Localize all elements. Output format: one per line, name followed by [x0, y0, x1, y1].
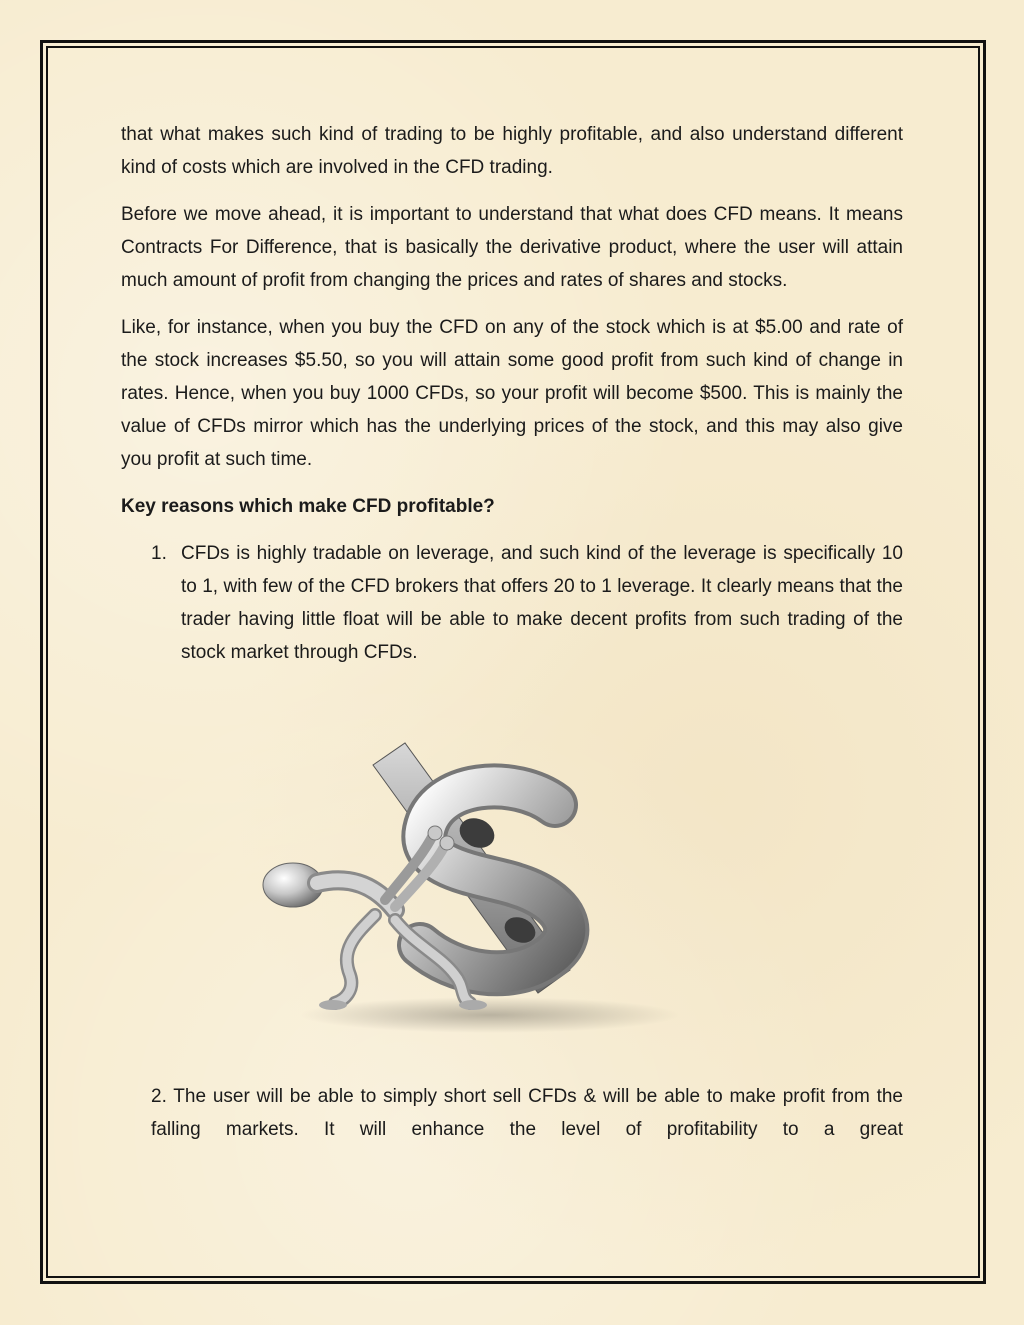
section-heading: Key reasons which make CFD profitable?	[121, 496, 495, 517]
paragraph-example: Like, for instance, when you buy the CFD on any of the stock which is at $5.00 and rate of the stock increases $5.50, so you will attain some good profit from such kind of change in rates. Hence, when you buy 1000 CFDs, so your profit will become $500. This is mainly the value of CFDs mirror which has the underlying prices of the stock, and this may also give you profit at such time.	[121, 317, 903, 470]
paragraph-intro: that what makes such kind of trading to be highly profitable, and also understand different kind of costs which are involved in the CFD trading.	[121, 124, 903, 178]
list-item	[121, 537, 903, 669]
figure-pushing-dollar-sign-icon	[255, 735, 725, 1035]
document-body	[121, 118, 903, 669]
list-number: 1.	[151, 543, 167, 564]
paragraph-definition: Before we move ahead, it is important to understand that what does CFD means. It means Contracts For Difference, that is basically the derivative product, where the user will attain much amount of profit from changing the prices and rates of shares and stocks.	[121, 204, 903, 291]
list-item-2: 2. The user will be able to simply short sell CFDs & will be able to make profit from the falling markets. It will enhance the level of profitability to a great	[151, 1086, 903, 1140]
list-text: CFDs is highly tradable on leverage, and such kind of the leverage is specifically 10 to 1, with few of the CFD brokers that offers 20 to 1 leverage. It clearly means that the trader having little float will be able to make decent profits from such trading of the stock market through CFDs.	[181, 543, 903, 663]
